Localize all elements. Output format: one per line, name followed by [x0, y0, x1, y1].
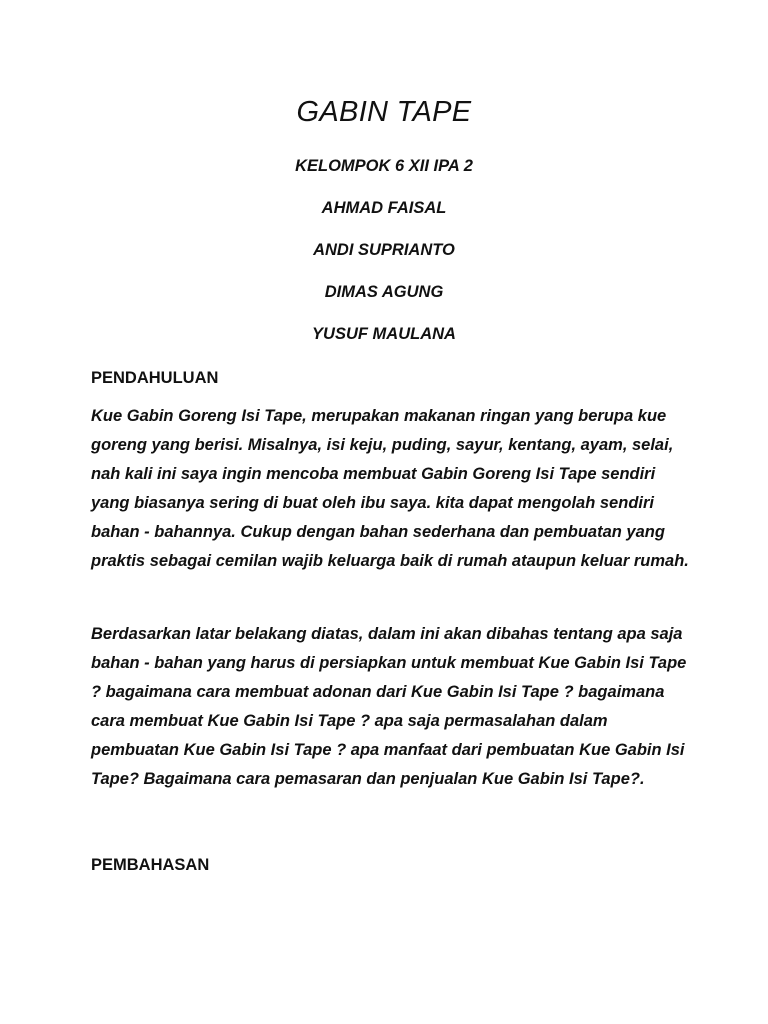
group-member-list: [0, 154, 768, 364]
intro-paragraph: Kue Gabin Goreng Isi Tape, merupakan makanan ringan yang berupa kue goreng yang berisi. Misalnya, isi keju, puding, sayur, kentang, ayam, selai, nah kali ini saya ingin mencoba membuat Gabin Goreng Isi Tape sendiri yang biasanya sering di buat oleh ibu saya. kita dapat mengolah sendiri bahan - bahannya. Cukup dengan bahan sederhana dan pembuatan yang praktis sebagai cemilan wajib keluarga baik di rumah ataupun keluar rumah.: [91, 407, 689, 570]
member-name: AHMAD FAISAL: [321, 199, 447, 217]
member-name: DIMAS AGUNG: [324, 283, 444, 301]
group-label: KELOMPOK 6 XII IPA 2: [295, 157, 473, 175]
background-paragraph: Berdasarkan latar belakang diatas, dalam ini akan dibahas tentang apa saja bahan - bahan yang harus di persiapkan untuk membuat Kue Gabin Isi Tape ? bagaimana cara membuat adonan dari Kue Gabin Isi Tape ? bagaimana cara membuat Kue Gabin Isi Tape ? apa saja permasalahan dalam pembuatan Kue Gabin Isi Tape ? apa manfaat dari pembuatan Kue Gabin Isi Tape? Bagaimana cara pemasaran dan penjualan Kue Gabin Isi Tape?.: [91, 625, 687, 788]
member-name: ANDI SUPRIANTO: [313, 241, 455, 259]
member-name: YUSUF MAULANA: [312, 325, 456, 343]
intro-heading: PENDAHULUAN: [91, 369, 219, 387]
document-title: GABIN TAPE: [296, 96, 472, 128]
discussion-heading: PEMBAHASAN: [91, 856, 210, 874]
